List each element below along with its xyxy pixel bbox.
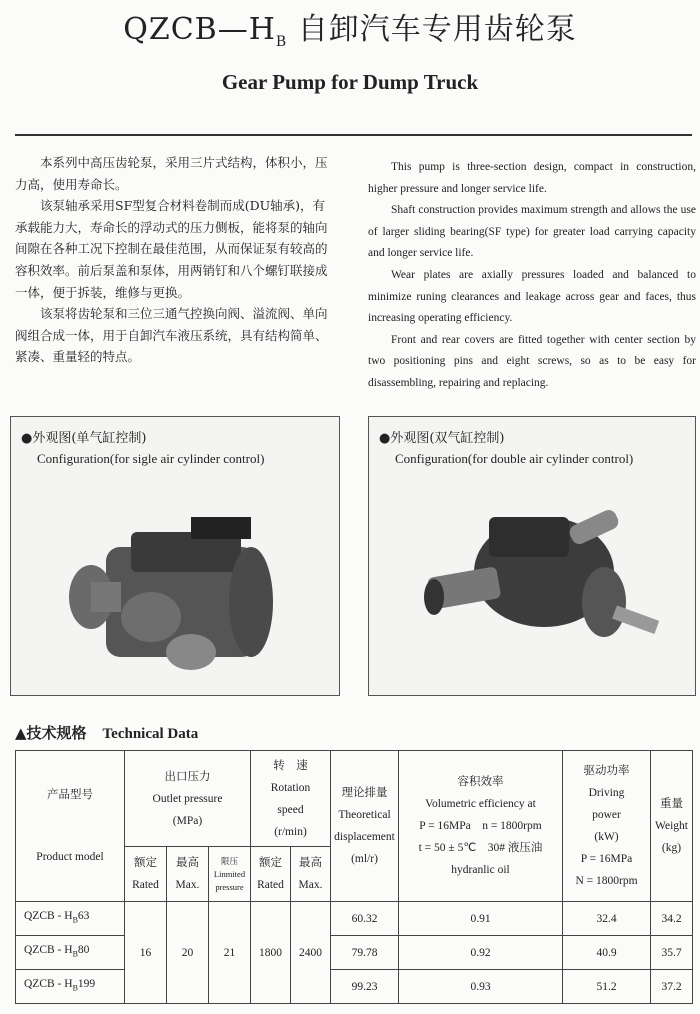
header-efficiency [399,751,563,902]
header-weight [651,751,693,902]
heading-cn: ▲技术规格 [15,724,87,742]
cell-model [16,902,125,936]
section-heading [15,722,198,743]
sub-max-speed [291,847,331,902]
label: Theoretical [338,809,391,821]
label: Max. [298,879,323,891]
label: Rated [257,879,284,891]
label: Driving [588,787,625,799]
title-model: QZCB—H [123,12,276,47]
label: t = 50 ± 5℃ 30# 液压油 [418,842,543,854]
panel-caption: Configuration(for sigle air cylinder control) [37,451,265,466]
label: 80 [77,944,90,957]
label: B [72,949,78,959]
paragraph: Shaft construction provides maximum strength and allows the use of larger sliding bearing(SF type) for greater load carrying capacity and longer service life. [368,204,696,260]
sub-limited [209,847,251,902]
label: B [72,983,78,993]
label: 63 [77,910,90,923]
technical-data-table [15,750,693,1004]
cell-power: 32.4 [563,902,651,936]
label: pressure [215,881,244,892]
label: QZCB - H [24,910,73,923]
cell-power: 51.2 [563,970,651,1004]
label: B [72,915,78,925]
pump-image [369,477,695,687]
label: Volumetric efficiency at [425,798,536,810]
paragraph: 本系列中高压齿轮泵，采用三片式结构，体积小，压力高，使用寿命长。 [15,155,328,192]
table-row [16,936,693,970]
configuration-panel-double [368,416,696,696]
label: Linmited [213,868,246,879]
label: QZCB - H [24,978,73,991]
heading-en: Technical Data [102,726,199,742]
header-row [16,751,693,847]
cell-limited-pressure: 21 [209,902,251,1004]
label: 额定 [259,857,282,869]
label: (MPa) [172,814,203,827]
label: 容积效率 [457,776,504,788]
label: (ml/r) [351,853,378,865]
label: power [592,809,621,821]
sub-rated [125,847,167,902]
cell-displacement: 99.23 [331,970,399,1004]
cell-weight: 34.2 [651,902,693,936]
label: (kg) [661,842,682,854]
label: Rated [132,879,159,891]
label: Rotation [270,781,311,794]
label: Outlet pressure [152,792,223,805]
intro-en [368,157,696,395]
label: speed [277,803,304,816]
label: 199 [77,978,96,991]
paragraph: This pump is three-section design, compact in construction, higher pressure and longer service life. [368,161,696,195]
paragraph: 该泵将齿轮泵和三位三通气控换向阀、溢流阀、单向阀组合成一体，用于自卸汽车液压系统，具有结构简单、紧凑、重量轻的特点。 [15,306,328,365]
header-displacement [331,751,399,902]
divider [15,134,692,136]
header-speed [251,751,331,847]
label: 限压 [220,855,238,866]
label: Max. [175,879,200,891]
cell-power: 40.9 [563,936,651,970]
cell-max-speed: 2400 [291,902,331,1004]
label: 最高 [176,857,199,869]
paragraph: 该泵轴承采用SF型复合材料卷制而成(DU轴承)，有承载能力大，寿命长的浮动式的压力侧板，能将泵的轴向间隙在各种工况下控制在最佳范围，从而保证泵有较高的容积效率。前后泵盖和泵体，用两销钉和八个螺钉联接成一体，便于拆装，维修与更换。 [15,198,328,300]
header-power [563,751,651,902]
label: 转 速 [273,759,308,772]
page-subtitle: Gear Pump for Dump Truck [221,70,479,94]
label: hydranlic oil [451,864,510,876]
label: P = 16MPa n = 1800rpm [419,820,542,832]
cell-rated-speed: 1800 [251,902,291,1004]
panel-title: ●外观图(单气缸控制) [21,431,147,446]
label: P = 16MPa [580,853,633,865]
cell-weight: 35.7 [651,936,693,970]
label: QZCB - H [24,944,73,957]
cell-efficiency: 0.91 [399,902,563,936]
pump-image [11,477,339,687]
cell-max-pressure: 20 [167,902,209,1004]
cell-displacement: 79.78 [331,936,399,970]
intro-cn [15,152,337,368]
paragraph: Front and rear covers are fitted together with center section by two positioning pins and eight screws, so as to be easy for disassembling, repairing and replacing. [368,333,696,389]
title-cn: 自卸汽车专用齿轮泵 [287,12,577,47]
label: 理论排量 [341,787,388,799]
label: 额定 [134,857,157,869]
label: Weight [655,820,688,832]
cell-displacement: 60.32 [331,902,399,936]
header-pressure [125,751,251,847]
label: N = 1800rpm [575,875,638,887]
cell-rated-pressure: 16 [125,902,167,1004]
cell-efficiency: 0.92 [399,936,563,970]
header-model [16,751,125,902]
cell-efficiency: 0.93 [399,970,563,1004]
sub-rated-speed [251,847,291,902]
cell-model [16,936,125,970]
label: 重量 [660,798,683,810]
label: 驱动功率 [583,765,630,777]
label: Product model [36,851,104,863]
table-row [16,970,693,1004]
label: (r/min) [274,825,307,838]
label: 产品型号 [47,789,93,801]
panel-caption: Configuration(for double air cylinder control) [395,451,634,466]
label: 最高 [299,857,322,869]
label: 出口压力 [164,770,211,783]
panel-title: ●外观图(双气缸控制) [379,431,505,446]
paragraph: Wear plates are axially pressures loaded and balanced to minimize runing clearances and leakage across gear and faces, thus increasing operating efficiency. [368,268,696,325]
label: displacement [334,831,395,843]
sub-max [167,847,209,902]
table-row [16,902,693,936]
title-subscript: B [275,34,288,50]
cell-weight: 37.2 [651,970,693,1004]
configuration-panel-single [10,416,340,696]
page-title [0,4,700,50]
label: (kW) [594,831,619,843]
cell-model [16,970,125,1004]
